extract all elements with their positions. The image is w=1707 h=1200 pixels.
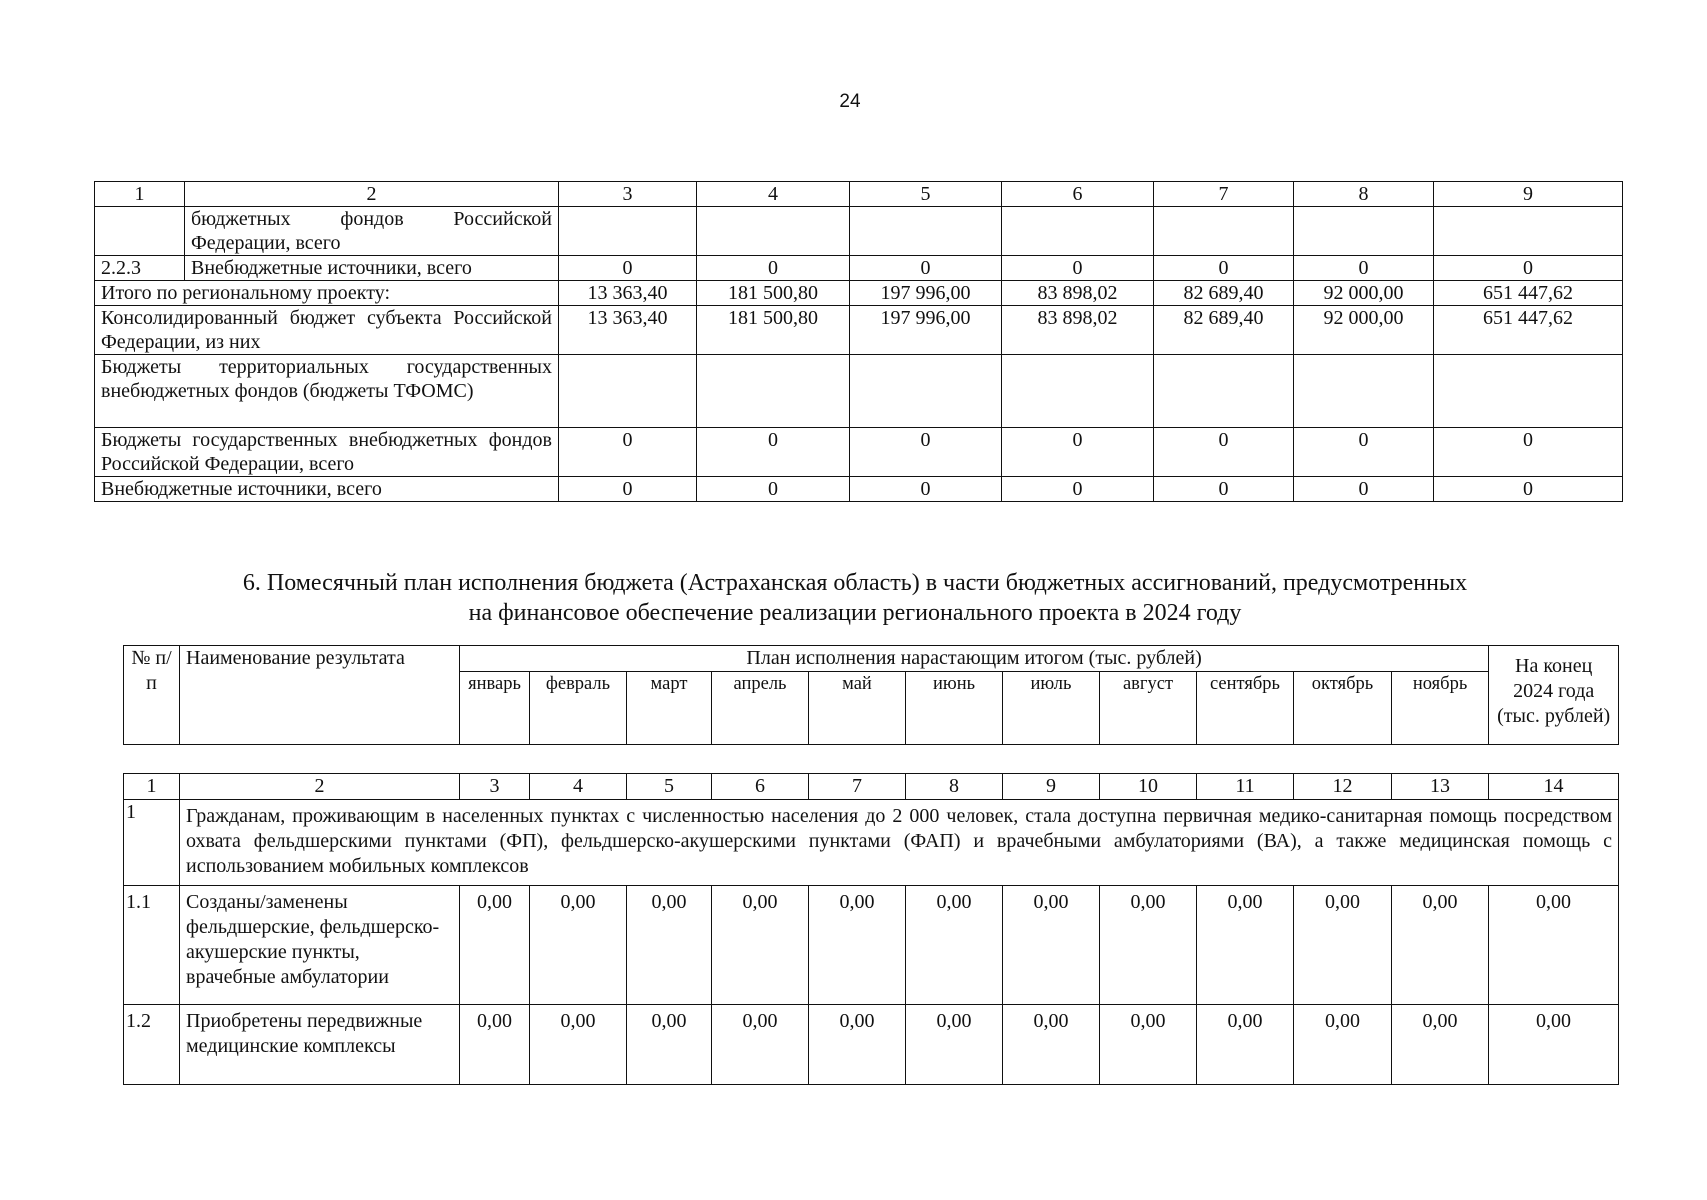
budget-value-cell: 0 [697, 256, 850, 281]
budget-col-number: 3 [559, 182, 697, 207]
budget-value-cell: 0 [1434, 428, 1623, 477]
plan-row [124, 1005, 1619, 1085]
plan-value-cell: 0,00 [809, 1005, 906, 1085]
plan-col-number: 14 [1489, 774, 1619, 800]
budget-value-cell: 0 [1434, 477, 1623, 502]
plan-col-number: 2 [180, 774, 460, 800]
month-header: январь [460, 672, 530, 745]
plan-col-number: 7 [809, 774, 906, 800]
budget-row [95, 306, 1623, 355]
plan-value-cell: 0,00 [1489, 1005, 1619, 1085]
budget-value-cell [559, 207, 697, 256]
budget-row [95, 355, 1623, 428]
plan-col-number: 10 [1100, 774, 1197, 800]
budget-value-cell: 0 [559, 428, 697, 477]
budget-value-cell [697, 207, 850, 256]
plan-value-cell: 0,00 [1392, 886, 1489, 1005]
section-heading-line1: 6. Помесячный план исполнения бюджета (Астраханская область) в части бюджетных ассигнований, предусмотренных [242, 570, 1468, 596]
budget-value-cell [1002, 355, 1154, 428]
budget-col-number: 8 [1294, 182, 1434, 207]
plan-row-name: Созданы/заменены фельдшерские, фельдшерско-акушерские пункты, врачебные амбулатории [180, 886, 460, 1005]
budget-value-cell: 0 [697, 477, 850, 502]
budget-value-cell: 0 [1154, 256, 1294, 281]
budget-value-cell: 82 689,40 [1154, 306, 1294, 355]
month-header: февраль [530, 672, 627, 745]
budget-value-cell: 0 [850, 256, 1002, 281]
budget-value-cell: 0 [850, 477, 1002, 502]
budget-col-number: 9 [1434, 182, 1623, 207]
budget-value-cell: 0 [1002, 428, 1154, 477]
budget-col-number: 7 [1154, 182, 1294, 207]
plan-value-cell: 0,00 [809, 886, 906, 1005]
month-header: август [1100, 672, 1197, 745]
budget-row [95, 428, 1623, 477]
budget-value-cell: 83 898,02 [1002, 281, 1154, 306]
budget-value-cell: 197 996,00 [850, 306, 1002, 355]
budget-value-cell [1434, 355, 1623, 428]
section-heading [120, 568, 1590, 628]
plan-value-cell: 0,00 [1489, 886, 1619, 1005]
budget-row [95, 281, 1623, 306]
plan-value-cell: 0,00 [906, 1005, 1003, 1085]
budget-col-number: 2 [185, 182, 559, 207]
month-header: сентябрь [1197, 672, 1294, 745]
plan-value-cell: 0,00 [1294, 886, 1392, 1005]
budget-col-number: 6 [1002, 182, 1154, 207]
budget-row-name: Внебюджетные источники, всего [185, 256, 559, 281]
section-heading-line2: на финансовое обеспечение реализации регионального проекта в 2024 году [468, 600, 1242, 626]
budget-value-cell: 181 500,80 [697, 281, 850, 306]
plan-col-number: 3 [460, 774, 530, 800]
budget-row-name: Итого по региональному проекту: [95, 281, 559, 306]
plan-row-number: 1.2 [124, 1005, 180, 1085]
budget-value-cell: 0 [697, 428, 850, 477]
month-header: ноябрь [1392, 672, 1489, 745]
month-header: июль [1003, 672, 1100, 745]
budget-row-number [95, 207, 185, 256]
col-header-number: № п/п [124, 646, 180, 745]
plan-col-number: 4 [530, 774, 627, 800]
budget-row-name: Консолидированный бюджет субъекта Российской Федерации, из них [95, 306, 559, 355]
col-header-total: На конец 2024 года (тыс. рублей) [1489, 646, 1619, 745]
plan-value-cell: 0,00 [1100, 1005, 1197, 1085]
plan-value-cell: 0,00 [1003, 1005, 1100, 1085]
budget-row [95, 256, 1623, 281]
budget-value-cell [1294, 355, 1434, 428]
budget-table [94, 181, 1623, 502]
budget-value-cell: 0 [1002, 256, 1154, 281]
budget-value-cell [1154, 355, 1294, 428]
col-header-name: Наименование результата [180, 646, 460, 745]
budget-value-cell: 181 500,80 [697, 306, 850, 355]
month-header: май [809, 672, 906, 745]
budget-value-cell [850, 355, 1002, 428]
plan-value-cell: 0,00 [1294, 1005, 1392, 1085]
budget-value-cell [1154, 207, 1294, 256]
budget-value-cell: 92 000,00 [1294, 306, 1434, 355]
plan-value-cell: 0,00 [1003, 886, 1100, 1005]
budget-col-number: 4 [697, 182, 850, 207]
budget-value-cell: 83 898,02 [1002, 306, 1154, 355]
budget-col-number: 5 [850, 182, 1002, 207]
budget-value-cell: 92 000,00 [1294, 281, 1434, 306]
month-header: апрель [712, 672, 809, 745]
plan-col-number: 1 [124, 774, 180, 800]
budget-row-name: Внебюджетные источники, всего [95, 477, 559, 502]
budget-row-name: Бюджеты государственных внебюджетных фондов Российской Федерации, всего [95, 428, 559, 477]
plan-section-row [124, 800, 1619, 886]
plan-col-number: 8 [906, 774, 1003, 800]
plan-section-text: Гражданам, проживающим в населенных пунктах с численностью населения до 2 000 человек, стала доступна первичная медико-санитарная помощь посредством охвата фельдшерскими пунктами (ФП), фельдшерско-акушерскими пунктами (ФАП) и врачебными амбулаториями (ВА), а также медицинская помощь с использованием мобильных комплексов [180, 800, 1619, 886]
budget-value-cell: 13 363,40 [559, 306, 697, 355]
plan-table [123, 773, 1619, 1085]
plan-col-number: 9 [1003, 774, 1100, 800]
budget-value-cell: 82 689,40 [1154, 281, 1294, 306]
plan-row-name: Приобретены передвижные медицинские комплексы [180, 1005, 460, 1085]
budget-value-cell [1294, 207, 1434, 256]
budget-col-number: 1 [95, 182, 185, 207]
plan-value-cell: 0,00 [712, 1005, 809, 1085]
budget-value-cell: 13 363,40 [559, 281, 697, 306]
budget-value-cell: 651 447,62 [1434, 281, 1623, 306]
plan-value-cell: 0,00 [1197, 1005, 1294, 1085]
plan-row [124, 886, 1619, 1005]
budget-value-cell: 0 [559, 477, 697, 502]
plan-col-number: 13 [1392, 774, 1489, 800]
plan-value-cell: 0,00 [627, 1005, 712, 1085]
plan-value-cell: 0,00 [460, 1005, 530, 1085]
plan-value-cell: 0,00 [1392, 1005, 1489, 1085]
budget-row [95, 207, 1623, 256]
month-header: март [627, 672, 712, 745]
plan-section-number: 1 [124, 800, 180, 886]
plan-value-cell: 0,00 [530, 1005, 627, 1085]
budget-header-row [95, 182, 1623, 207]
budget-row [95, 477, 1623, 502]
budget-value-cell: 651 447,62 [1434, 306, 1623, 355]
plan-value-cell: 0,00 [906, 886, 1003, 1005]
budget-value-cell: 0 [1002, 477, 1154, 502]
budget-value-cell: 0 [1294, 256, 1434, 281]
budget-row-name: бюджетных фондов Российской Федерации, всего [185, 207, 559, 256]
plan-value-cell: 0,00 [712, 886, 809, 1005]
col-header-plan: План исполнения нарастающим итогом (тыс. рублей) [460, 646, 1489, 672]
budget-value-cell [559, 355, 697, 428]
plan-col-number: 12 [1294, 774, 1392, 800]
plan-header-table [123, 645, 1619, 745]
plan-value-cell: 0,00 [1100, 886, 1197, 1005]
budget-value-cell [1434, 207, 1623, 256]
budget-value-cell [850, 207, 1002, 256]
plan-col-number: 11 [1197, 774, 1294, 800]
plan-row-number: 1.1 [124, 886, 180, 1005]
budget-value-cell: 0 [1434, 256, 1623, 281]
page-number: 24 [839, 91, 861, 112]
plan-value-cell: 0,00 [1197, 886, 1294, 1005]
plan-numbering-row [124, 774, 1619, 800]
plan-value-cell: 0,00 [530, 886, 627, 1005]
month-header: октябрь [1294, 672, 1392, 745]
budget-value-cell: 197 996,00 [850, 281, 1002, 306]
plan-col-number: 5 [627, 774, 712, 800]
budget-value-cell: 0 [559, 256, 697, 281]
budget-row-name: Бюджеты территориальных государственных внебюджетных фондов (бюджеты ТФОМС) [95, 355, 559, 428]
plan-col-number: 6 [712, 774, 809, 800]
budget-row-number: 2.2.3 [95, 256, 185, 281]
plan-value-cell: 0,00 [627, 886, 712, 1005]
budget-value-cell [697, 355, 850, 428]
budget-value-cell: 0 [1154, 428, 1294, 477]
plan-value-cell: 0,00 [460, 886, 530, 1005]
budget-value-cell: 0 [1294, 477, 1434, 502]
month-header: июнь [906, 672, 1003, 745]
budget-value-cell: 0 [1154, 477, 1294, 502]
budget-value-cell: 0 [1294, 428, 1434, 477]
budget-value-cell [1002, 207, 1154, 256]
budget-value-cell: 0 [850, 428, 1002, 477]
